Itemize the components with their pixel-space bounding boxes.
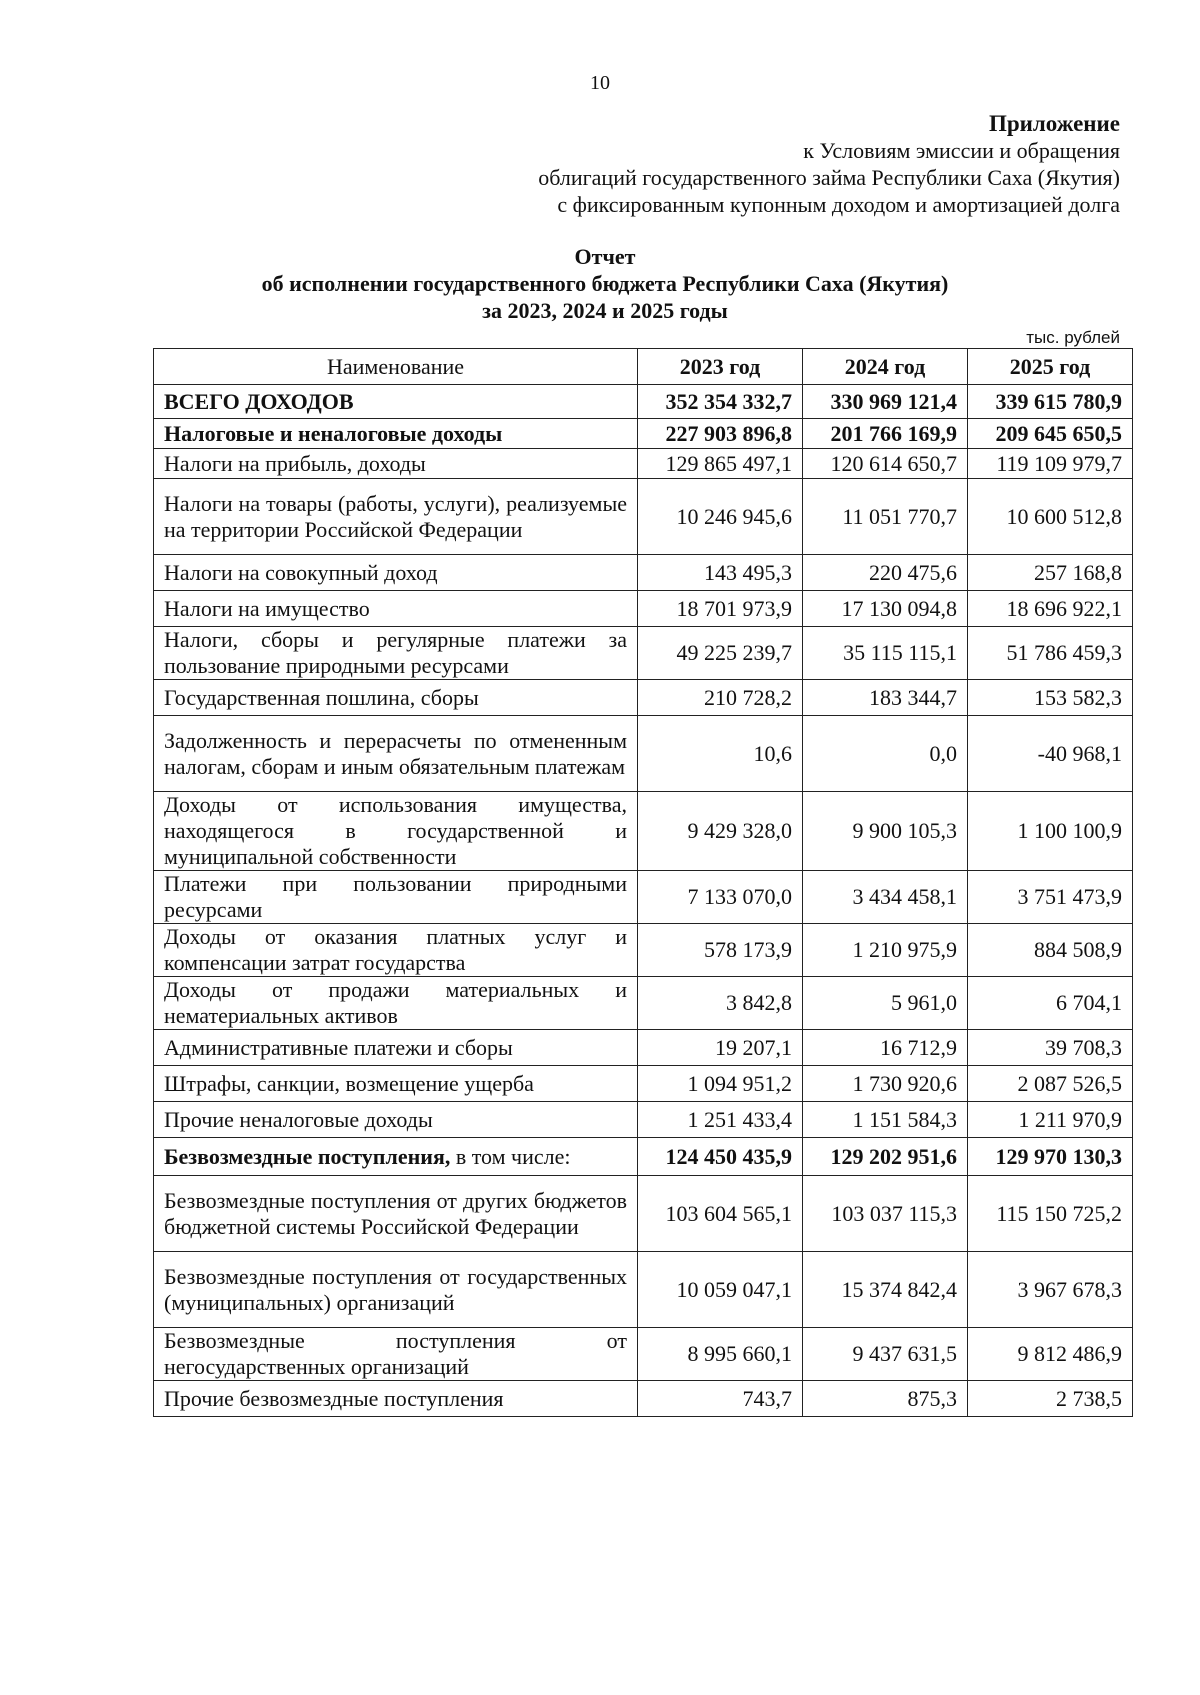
- row-value-2025: 1 211 970,9: [968, 1102, 1133, 1138]
- table-row: [154, 591, 1133, 627]
- appendix-title: Приложение: [988, 111, 1120, 136]
- row-value-2025: 884 508,9: [968, 924, 1133, 977]
- row-name: Государственная пошлина, сборы: [154, 680, 638, 716]
- row-value-2023: 18 701 973,9: [638, 591, 803, 627]
- row-name-bold: Безвозмездные поступления,: [164, 1143, 451, 1169]
- table-row: [154, 1066, 1133, 1102]
- row-value-2024: 5 961,0: [803, 977, 968, 1030]
- page-number: 10: [590, 72, 610, 94]
- row-value-2023: 227 903 896,8: [638, 419, 803, 449]
- row-value-2025: 3 751 473,9: [968, 871, 1133, 924]
- row-value-2023: 743,7: [638, 1381, 803, 1417]
- header-2023: 2023 год: [638, 349, 803, 385]
- table-row: [154, 924, 1133, 977]
- table-row: [154, 1381, 1133, 1417]
- row-name: ВСЕГО ДОХОДОВ: [154, 385, 638, 419]
- table-row: [154, 716, 1133, 792]
- row-name: Налоги на товары (работы, услуги), реализуемые на территории Российской Федерации: [154, 479, 638, 555]
- row-value-2025: 9 812 486,9: [968, 1328, 1133, 1381]
- row-value-2025: 51 786 459,3: [968, 627, 1133, 680]
- row-value-2024: 129 202 951,6: [803, 1138, 968, 1176]
- row-value-2024: 11 051 770,7: [803, 479, 968, 555]
- table-row: [154, 792, 1133, 871]
- row-value-2025: 115 150 725,2: [968, 1176, 1133, 1252]
- units-label: тыс. рублей: [1026, 328, 1120, 347]
- row-name: Доходы от продажи материальных и нематериальных активов: [154, 977, 638, 1030]
- budget-table: [153, 348, 1133, 1417]
- header-2024: 2024 год: [803, 349, 968, 385]
- row-value-2024: 220 475,6: [803, 555, 968, 591]
- row-name: Прочие безвозмездные поступления: [154, 1381, 638, 1417]
- appendix-line: к Условиям эмиссии и обращения: [803, 138, 1120, 163]
- row-value-2023: 103 604 565,1: [638, 1176, 803, 1252]
- row-value-2023: 8 995 660,1: [638, 1328, 803, 1381]
- table-row: [154, 1138, 1133, 1176]
- row-value-2023: 143 495,3: [638, 555, 803, 591]
- row-value-2024: 0,0: [803, 716, 968, 792]
- row-value-2024: 1 151 584,3: [803, 1102, 968, 1138]
- row-value-2023: 10 059 047,1: [638, 1252, 803, 1328]
- row-name: Административные платежи и сборы: [154, 1030, 638, 1066]
- row-name: Налоги на прибыль, доходы: [154, 449, 638, 479]
- row-name-rest: в том числе:: [450, 1143, 571, 1169]
- row-name: Платежи при пользовании природными ресурсами: [154, 871, 638, 924]
- table-row: [154, 1030, 1133, 1066]
- row-value-2025: 339 615 780,9: [968, 385, 1133, 419]
- row-name: Налоги на имущество: [154, 591, 638, 627]
- row-value-2024: 1 730 920,6: [803, 1066, 968, 1102]
- row-value-2023: 1 251 433,4: [638, 1102, 803, 1138]
- row-value-2025: 2 087 526,5: [968, 1066, 1133, 1102]
- row-name: Прочие неналоговые доходы: [154, 1102, 638, 1138]
- row-value-2024: 103 037 115,3: [803, 1176, 968, 1252]
- row-value-2025: 257 168,8: [968, 555, 1133, 591]
- report-title: [140, 243, 1070, 324]
- report-title-line: за 2023, 2024 и 2025 годы: [482, 298, 728, 323]
- row-name: Безвозмездные поступления от негосударственных организаций: [154, 1328, 638, 1381]
- row-value-2025: -40 968,1: [968, 716, 1133, 792]
- row-name: Доходы от использования имущества, находящегося в государственной и муниципальной собственности: [154, 792, 638, 871]
- row-value-2024: 330 969 121,4: [803, 385, 968, 419]
- table-row: [154, 871, 1133, 924]
- table-row: [154, 1176, 1133, 1252]
- row-value-2025: 129 970 130,3: [968, 1138, 1133, 1176]
- appendix-line: облигаций государственного займа Республики Саха (Якутия): [538, 165, 1120, 190]
- row-value-2023: 19 207,1: [638, 1030, 803, 1066]
- row-name: Безвозмездные поступления от других бюджетов бюджетной системы Российской Федерации: [154, 1176, 638, 1252]
- table-row: [154, 1252, 1133, 1328]
- report-title-line: Отчет: [574, 244, 636, 269]
- table-row: [154, 419, 1133, 449]
- row-value-2024: 1 210 975,9: [803, 924, 968, 977]
- row-value-2023: 124 450 435,9: [638, 1138, 803, 1176]
- row-value-2025: 10 600 512,8: [968, 479, 1133, 555]
- row-value-2025: 1 100 100,9: [968, 792, 1133, 871]
- row-name: Налоговые и неналоговые доходы: [154, 419, 638, 449]
- row-value-2023: 1 094 951,2: [638, 1066, 803, 1102]
- report-title-line: об исполнении государственного бюджета Республики Саха (Якутия): [261, 271, 949, 296]
- row-name: Налоги, сборы и регулярные платежи за пользование природными ресурсами: [154, 627, 638, 680]
- table-row: [154, 449, 1133, 479]
- row-value-2024: 183 344,7: [803, 680, 968, 716]
- row-value-2025: 209 645 650,5: [968, 419, 1133, 449]
- header-name: Наименование: [154, 349, 638, 385]
- row-value-2025: 119 109 979,7: [968, 449, 1133, 479]
- row-value-2025: 2 738,5: [968, 1381, 1133, 1417]
- row-value-2025: 18 696 922,1: [968, 591, 1133, 627]
- table-row: [154, 479, 1133, 555]
- row-name: Штрафы, санкции, возмещение ущерба: [154, 1066, 638, 1102]
- table-body: [154, 385, 1133, 1417]
- table-row: [154, 627, 1133, 680]
- row-value-2024: 16 712,9: [803, 1030, 968, 1066]
- row-value-2025: 153 582,3: [968, 680, 1133, 716]
- row-value-2025: 39 708,3: [968, 1030, 1133, 1066]
- row-value-2023: 210 728,2: [638, 680, 803, 716]
- row-value-2023: 10 246 945,6: [638, 479, 803, 555]
- row-value-2023: 9 429 328,0: [638, 792, 803, 871]
- table-header-row: [154, 349, 1133, 385]
- row-value-2023: 129 865 497,1: [638, 449, 803, 479]
- row-name: Безвозмездные поступления от государственных (муниципальных) организаций: [154, 1252, 638, 1328]
- row-value-2023: 7 133 070,0: [638, 871, 803, 924]
- table-row: [154, 977, 1133, 1030]
- row-value-2023: 10,6: [638, 716, 803, 792]
- row-value-2024: 9 437 631,5: [803, 1328, 968, 1381]
- table-row: [154, 555, 1133, 591]
- row-value-2024: 120 614 650,7: [803, 449, 968, 479]
- row-value-2023: 352 354 332,7: [638, 385, 803, 419]
- table-row: [154, 1102, 1133, 1138]
- row-value-2025: 6 704,1: [968, 977, 1133, 1030]
- table-row: [154, 385, 1133, 419]
- row-value-2024: 15 374 842,4: [803, 1252, 968, 1328]
- row-value-2023: 578 173,9: [638, 924, 803, 977]
- row-name: Доходы от оказания платных услуг и компенсации затрат государства: [154, 924, 638, 977]
- table-row: [154, 1328, 1133, 1381]
- row-value-2024: 201 766 169,9: [803, 419, 968, 449]
- row-value-2024: 875,3: [803, 1381, 968, 1417]
- row-value-2023: 3 842,8: [638, 977, 803, 1030]
- row-value-2025: 3 967 678,3: [968, 1252, 1133, 1328]
- appendix-line: с фиксированным купонным доходом и амортизацией долга: [557, 192, 1120, 217]
- row-name: [154, 1138, 638, 1176]
- row-value-2024: 3 434 458,1: [803, 871, 968, 924]
- row-name: Задолженность и перерасчеты по отмененным налогам, сборам и иным обязательным платежам: [154, 716, 638, 792]
- row-value-2024: 17 130 094,8: [803, 591, 968, 627]
- header-2025: 2025 год: [968, 349, 1133, 385]
- table-row: [154, 680, 1133, 716]
- row-value-2024: 9 900 105,3: [803, 792, 968, 871]
- row-name: Налоги на совокупный доход: [154, 555, 638, 591]
- row-value-2024: 35 115 115,1: [803, 627, 968, 680]
- row-value-2023: 49 225 239,7: [638, 627, 803, 680]
- appendix-block: [538, 110, 1120, 218]
